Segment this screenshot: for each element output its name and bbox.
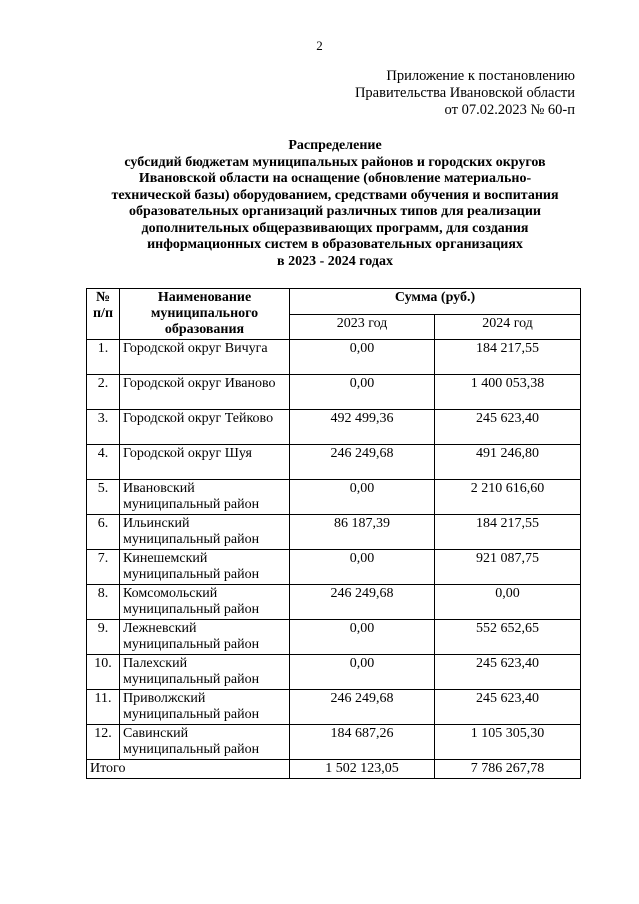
row-name: Лежневский муниципальный район (120, 620, 290, 655)
total-2023: 1 502 123,05 (290, 760, 435, 779)
row-2024: 245 623,40 (435, 690, 581, 725)
row-name: Савинский муниципальный район (120, 725, 290, 760)
row-2024: 2 210 616,60 (435, 480, 581, 515)
total-label: Итого (87, 760, 290, 779)
row-name: Приволжский муниципальный район (120, 690, 290, 725)
row-name: Палехский муниципальный район (120, 655, 290, 690)
table-row (87, 655, 581, 690)
row-2024: 0,00 (435, 585, 581, 620)
row-name: Комсомольский муниципальный район (120, 585, 290, 620)
row-number: 8. (87, 585, 120, 620)
row-name: Ильинский муниципальный район (120, 515, 290, 550)
row-number: 7. (87, 550, 120, 585)
page-number: 2 (316, 38, 323, 53)
table-row (87, 585, 581, 620)
row-2024: 1 105 305,30 (435, 725, 581, 760)
row-2024: 1 400 053,38 (435, 375, 581, 410)
row-2023: 246 249,68 (290, 690, 435, 725)
row-2023: 0,00 (290, 655, 435, 690)
row-name: Городской округ Шуя (120, 445, 290, 480)
table-row (87, 725, 581, 760)
appendix-date-line: от 07.02.2023 № 60-п (444, 102, 575, 118)
row-number: 11. (87, 690, 120, 725)
row-number: 6. (87, 515, 120, 550)
appendix-block (355, 68, 575, 119)
table-row (87, 690, 581, 725)
row-number: 9. (87, 620, 120, 655)
row-2024: 245 623,40 (435, 410, 581, 445)
table-row (87, 550, 581, 585)
row-2024: 921 087,75 (435, 550, 581, 585)
row-number: 1. (87, 340, 120, 375)
title-line: дополнительных общеразвивающих программ, для создания (141, 220, 529, 236)
header-2023: 2023 год (290, 314, 435, 340)
title-line: в 2023 - 2024 годах (277, 253, 393, 269)
total-row (87, 760, 581, 779)
row-name: Городской округ Тейково (120, 410, 290, 445)
row-2023: 246 249,68 (290, 445, 435, 480)
title-line: информационных систем в образовательных организациях (147, 237, 523, 252)
subsidy-table (86, 288, 581, 779)
row-2024: 184 217,55 (435, 340, 581, 375)
row-2023: 86 187,39 (290, 515, 435, 550)
title-line: субсидий бюджетам муниципальных районов и городских округов (124, 154, 546, 170)
table-row (87, 620, 581, 655)
row-2023: 184 687,26 (290, 725, 435, 760)
title-line: Распределение (288, 138, 382, 153)
table-row (87, 340, 581, 375)
header-name: Наименование муниципального образования (120, 289, 290, 340)
row-2024: 184 217,55 (435, 515, 581, 550)
appendix-line: Правительства Ивановской области (354, 85, 575, 101)
table-row (87, 410, 581, 445)
table-row (87, 480, 581, 515)
total-2024: 7 786 267,78 (435, 760, 581, 779)
row-name: Ивановский муниципальный район (120, 480, 290, 515)
document-title (70, 138, 600, 270)
row-number: 12. (87, 725, 120, 760)
table-row (87, 375, 581, 410)
row-2024: 552 652,65 (435, 620, 581, 655)
title-line: технической базы) оборудованием, средствами обучения и воспитания (111, 187, 559, 203)
row-number: 2. (87, 375, 120, 410)
row-2023: 0,00 (290, 620, 435, 655)
row-2023: 246 249,68 (290, 585, 435, 620)
title-line: образовательных организаций различных типов для реализации (129, 204, 541, 219)
appendix-line: Приложение к постановлению (386, 68, 575, 84)
title-line: Ивановской области на оснащение (обновление материально- (138, 171, 532, 186)
row-2023: 0,00 (290, 375, 435, 410)
header-2024: 2024 год (435, 314, 581, 340)
row-number: 5. (87, 480, 120, 515)
row-name: Кинешемский муниципальный район (120, 550, 290, 585)
row-name: Городской округ Вичуга (120, 340, 290, 375)
header-number: № п/п (87, 289, 120, 340)
row-2023: 0,00 (290, 550, 435, 585)
row-2024: 491 246,80 (435, 445, 581, 480)
row-2023: 492 499,36 (290, 410, 435, 445)
row-number: 4. (87, 445, 120, 480)
row-2023: 0,00 (290, 340, 435, 375)
table-row (87, 445, 581, 480)
table-row (87, 515, 581, 550)
header-sum: Сумма (руб.) (290, 289, 581, 315)
row-2024: 245 623,40 (435, 655, 581, 690)
row-2023: 0,00 (290, 480, 435, 515)
row-number: 10. (87, 655, 120, 690)
row-number: 3. (87, 410, 120, 445)
row-name: Городской округ Иваново (120, 375, 290, 410)
